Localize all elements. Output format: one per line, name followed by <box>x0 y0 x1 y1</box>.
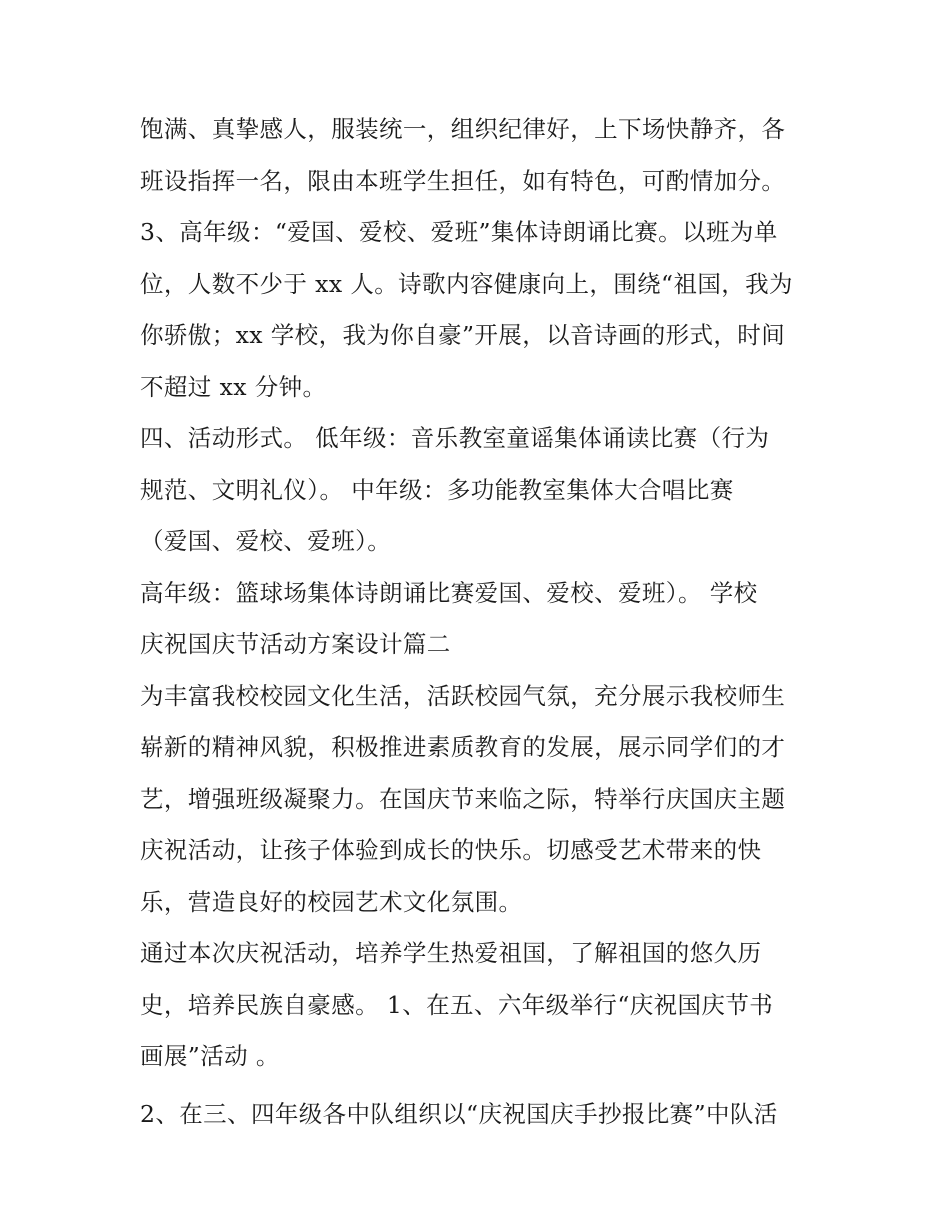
text-line-8: 规范、文明礼仪）。 中年级：多功能教室集体大合唱比赛 <box>140 475 734 504</box>
document-body <box>140 104 820 1140</box>
text-line-3: 3、高年级：“爱国、爱校、爱班”集体诗朗诵比赛。以班为单 <box>140 218 778 246</box>
text-line-1: 饱满、真挚感人，服装统一，组织纪律好，上下场快静齐，各 <box>140 115 786 143</box>
text-line-12: 为丰富我校校园文化生活，活跃校园气氛，充分展示我校师生 <box>140 681 786 710</box>
text-line-16: 乐，营造良好的校园艺术文化氛围。 <box>140 887 523 916</box>
text-line-15: 庆祝活动，让孩子体验到成长的快乐。切感受艺术带来的快 <box>140 836 762 864</box>
text-line-19: 画展”活动 。 <box>140 1042 280 1070</box>
text-line-7: 四、活动形式。 低年级：音乐教室童谣集体诵读比赛（行为 <box>140 424 770 452</box>
text-line-14: 艺，增强班级凝聚力。在国庆节来临之际，特举行庆国庆主题 <box>140 784 786 813</box>
text-line-5: 你骄傲；xx 学校，我为你自豪”开展，以音诗画的形式，时间 <box>140 321 786 349</box>
text-line-9: （爱国、爱校、爱班）。 <box>140 527 392 555</box>
text-line-18: 史，培养民族自豪感。 1、在五、六年级举行“庆祝国庆节书 <box>140 990 774 1019</box>
text-line-4: 位，人数不少于 xx 人。诗歌内容健康向上，围绕“祖国，我为 <box>140 269 793 298</box>
text-line-17: 通过本次庆祝活动，培养学生热爱祖国，了解祖国的悠久历 <box>140 939 762 967</box>
text-line-2: 班设指挥一名，限由本班学生担任，如有特色，可酌情加分。 <box>140 166 786 195</box>
section-heading: 庆祝国庆节活动方案设计篇二 <box>140 630 451 658</box>
text-line-10: 高年级：篮球场集体诗朗诵比赛爱国、爱校、爱班）。 学校 <box>140 578 758 607</box>
text-line-6: 不超过 xx 分钟。 <box>140 372 327 401</box>
text-line-20: 2、在三、四年级各中队组织以“庆祝国庆手抄报比赛”中队活 <box>140 1099 778 1128</box>
text-line-13: 崭新的精神风貌，积极推进素质教育的发展，展示同学们的才 <box>140 733 786 761</box>
